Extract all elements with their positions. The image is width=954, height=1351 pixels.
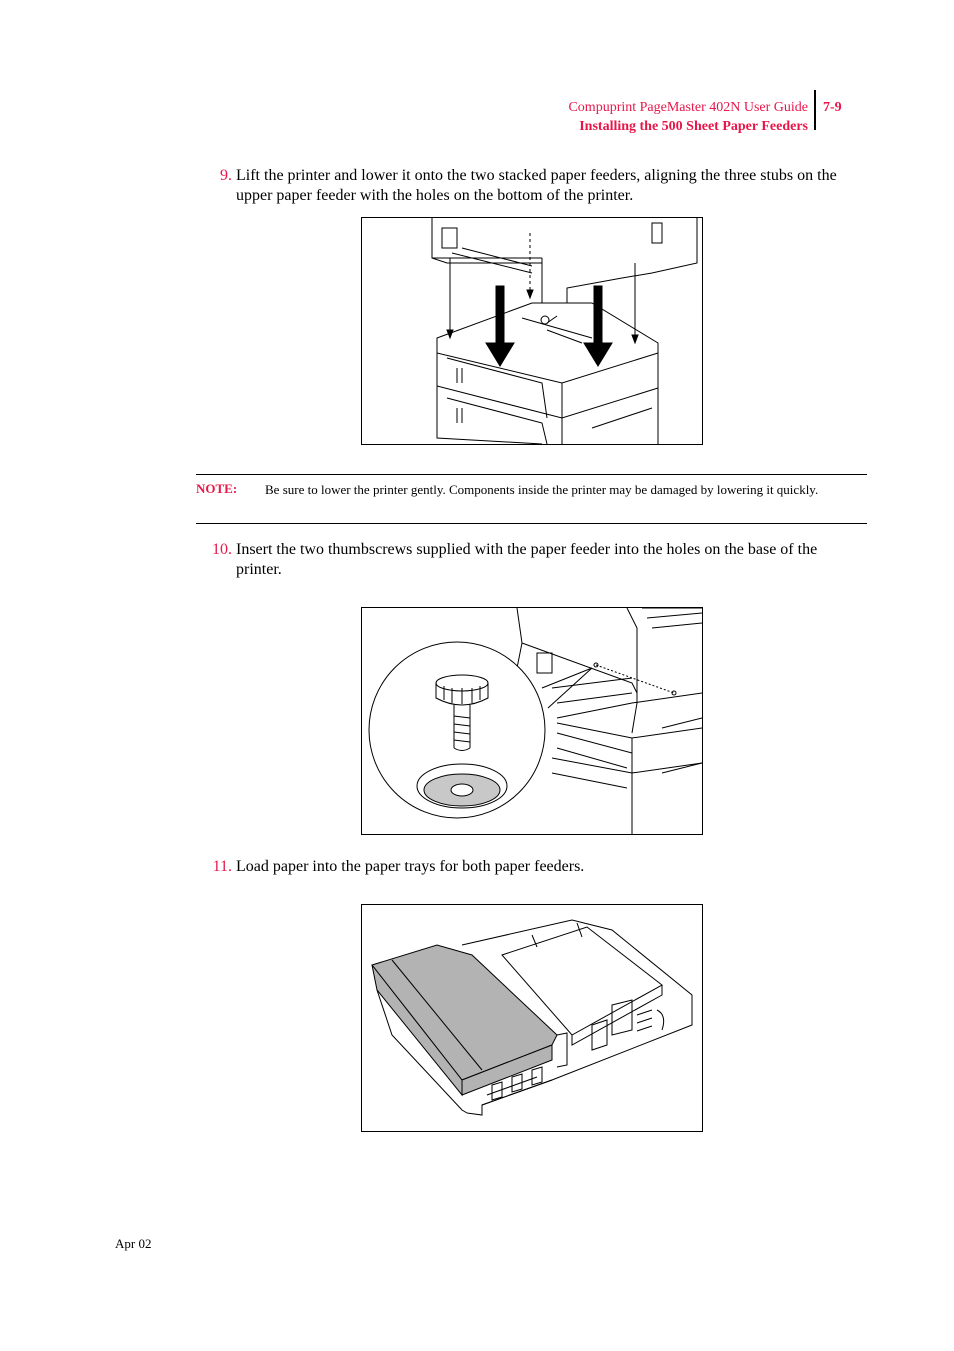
note-label: NOTE: bbox=[196, 481, 238, 496]
page-number: 7-9 bbox=[823, 100, 842, 115]
header-divider bbox=[814, 90, 816, 130]
step-text: Load paper into the paper trays for both paper feeders. bbox=[236, 858, 585, 875]
step-11 bbox=[212, 857, 860, 877]
section-title: Installing the 500 Sheet Paper Feeders bbox=[579, 119, 808, 134]
footer-date: Apr 02 bbox=[115, 1236, 152, 1251]
figure-printer-onto-feeders bbox=[361, 217, 703, 445]
step-number: 10. bbox=[212, 541, 232, 558]
step-text: Lift the printer and lower it onto the two stacked paper feeders, aligning the three stubs on the upper paper feeder with the holes on the bottom of the printer. bbox=[236, 167, 837, 204]
step-10 bbox=[212, 540, 860, 580]
figure-thumbscrews bbox=[361, 607, 703, 835]
step-9 bbox=[220, 166, 860, 206]
step-number: 11. bbox=[212, 858, 232, 875]
note-text: Be sure to lower the printer gently. Components inside the printer may be damaged by lowering it quickly. bbox=[265, 482, 819, 497]
note-box bbox=[196, 474, 867, 524]
step-number: 9. bbox=[220, 167, 232, 184]
figure-paper-tray bbox=[361, 904, 703, 1132]
guide-title: Compuprint PageMaster 402N User Guide bbox=[568, 100, 808, 115]
step-text: Insert the two thumbscrews supplied with the paper feeder into the holes on the base of the printer. bbox=[236, 541, 818, 578]
